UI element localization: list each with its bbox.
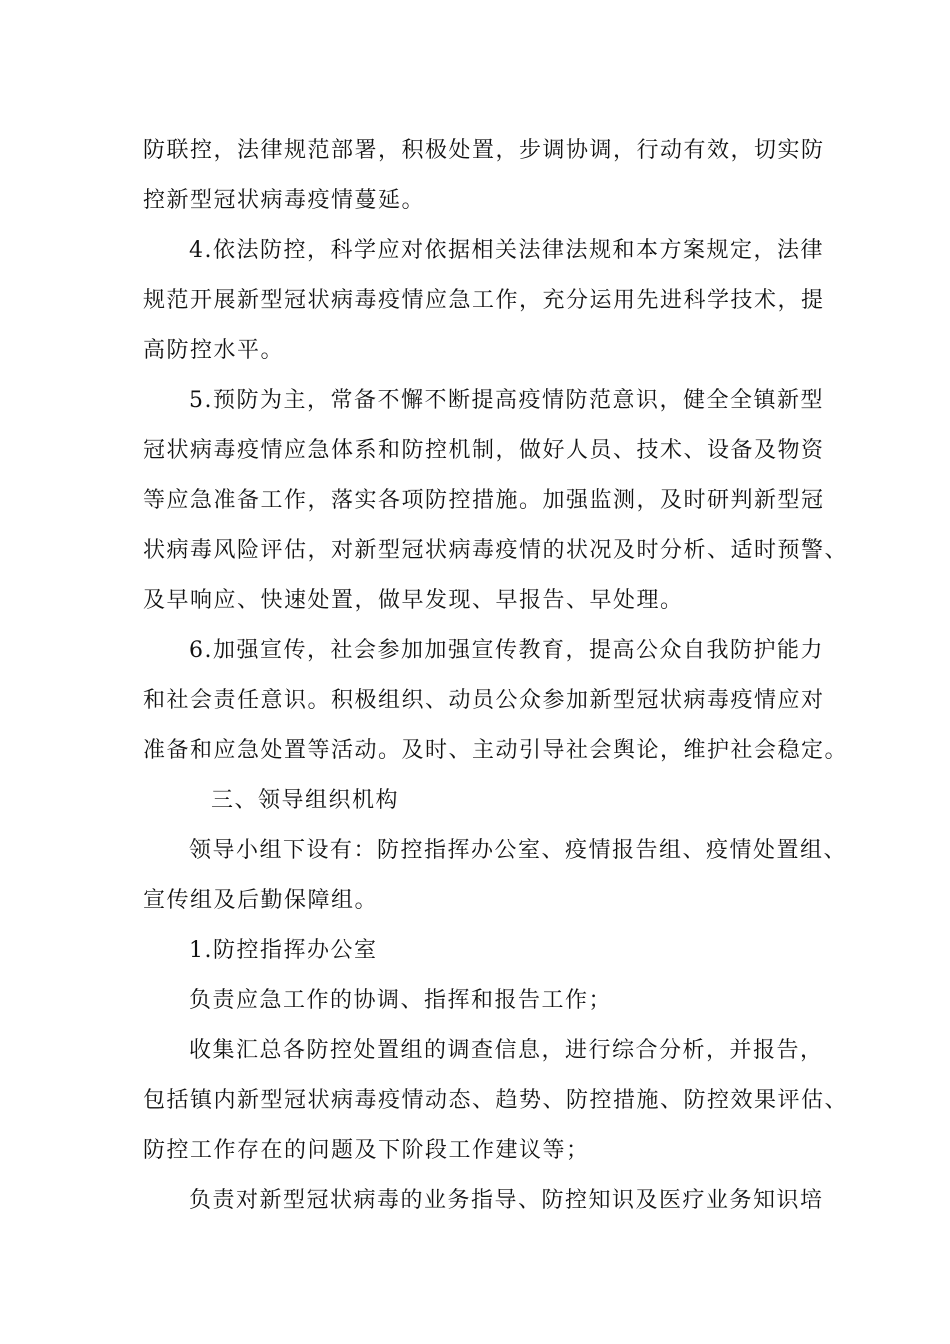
- body-text-line: 高防控水平。: [143, 338, 285, 363]
- body-text-line: 宣传组及后勤保障组。: [143, 888, 379, 913]
- list-item-6: 6.加强宣传，社会参加加强宣传教育，提高公众自我防护能力: [189, 638, 824, 663]
- body-text-line: 防联控，法律规范部署，积极处置，步调协调，行动有效，切实防: [143, 138, 825, 163]
- body-text-line: 防控工作存在的问题及下阶段工作建议等；: [143, 1138, 590, 1163]
- body-text-line: 和社会责任意识。积极组织、动员公众参加新型冠状病毒疫情应对: [143, 688, 825, 713]
- body-text-line: 包括镇内新型冠状病毒疫情动态、趋势、防控措施、防控效果评估、: [143, 1088, 849, 1113]
- body-text-line: 负责应急工作的协调、指挥和报告工作；: [189, 988, 613, 1013]
- body-text-line: 负责对新型冠状病毒的业务指导、防控知识及医疗业务知识培: [189, 1188, 824, 1213]
- body-text-line: 冠状病毒疫情应急体系和防控机制，做好人员、技术、设备及物资: [143, 438, 825, 463]
- body-text-line: 规范开展新型冠状病毒疫情应急工作，充分运用先进科学技术，提: [143, 288, 825, 313]
- body-text-line: 等应急准备工作，落实各项防控措施。加强监测，及时研判新型冠: [143, 488, 825, 513]
- list-item-5: 5.预防为主，常备不懈不断提高疫情防范意识，健全全镇新型: [189, 388, 824, 413]
- subsection-heading: 1.防控指挥办公室: [189, 938, 378, 963]
- body-text-line: 及早响应、快速处置，做早发现、早报告、早处理。: [143, 588, 684, 613]
- body-text-line: 准备和应急处置等活动。及时、主动引导社会舆论，维护社会稳定。: [143, 738, 849, 763]
- body-text-line: 收集汇总各防控处置组的调查信息，进行综合分析，并报告，: [189, 1038, 824, 1063]
- list-item-4: 4.依法防控，科学应对依据相关法律法规和本方案规定，法律: [189, 238, 824, 263]
- body-text-line: 状病毒风险评估，对新型冠状病毒疫情的状况及时分析、适时预警、: [143, 538, 849, 563]
- body-text-line: 领导小组下设有：防控指挥办公室、疫情报告组、疫情处置组、: [189, 838, 848, 863]
- body-text-line: 控新型冠状病毒疫情蔓延。: [143, 188, 426, 213]
- section-heading: 三、领导组织机构: [211, 788, 400, 813]
